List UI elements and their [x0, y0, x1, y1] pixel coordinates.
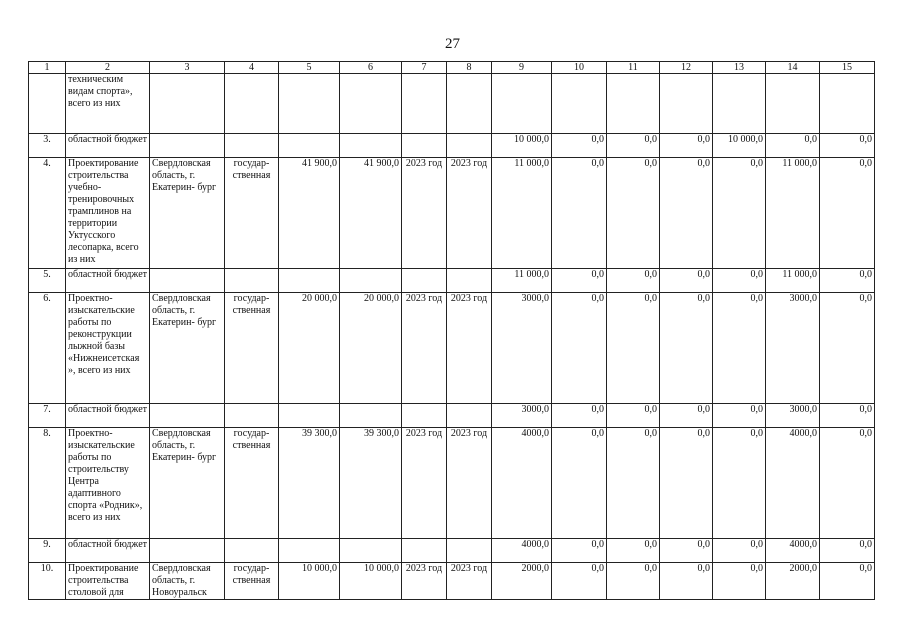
object-name-cell: областной бюджет [66, 404, 150, 428]
total-funding-cell: 11 000,0 [492, 158, 552, 269]
funding-col-10-cell: 0,0 [552, 404, 607, 428]
funding-col-10-cell: 0,0 [552, 158, 607, 269]
funding-col-14-cell: 0,0 [766, 134, 820, 158]
end-year-cell [447, 74, 492, 134]
funding-col-11-cell: 0,0 [607, 563, 660, 600]
end-year-cell [447, 134, 492, 158]
location-cell [150, 134, 225, 158]
funding-col-15-cell: 0,0 [820, 293, 875, 404]
column-number: 11 [607, 62, 660, 74]
funding-col-15-cell: 0,0 [820, 269, 875, 293]
column-number: 8 [447, 62, 492, 74]
total-funding-cell: 2000,0 [492, 563, 552, 600]
table-row [29, 563, 875, 600]
start-year-cell [402, 404, 447, 428]
row-number-cell: 5. [29, 269, 66, 293]
location-cell [150, 404, 225, 428]
start-year-cell: 2023 год [402, 428, 447, 539]
column-number: 7 [402, 62, 447, 74]
funding-col-14-cell: 4000,0 [766, 539, 820, 563]
ownership-cell [225, 539, 279, 563]
column-number: 6 [340, 62, 402, 74]
estimated-cost-cell: 10 000,0 [279, 563, 340, 600]
estimated-cost-cell [279, 74, 340, 134]
funding-col-15-cell: 0,0 [820, 158, 875, 269]
ownership-cell [225, 134, 279, 158]
end-year-cell: 2023 год [447, 293, 492, 404]
funding-col-11-cell: 0,0 [607, 134, 660, 158]
object-name-cell: Проектирование строительства учебно- тренировочных трамплинов на территории Уктусского лесопарка, всего из них [66, 158, 150, 269]
table-row [29, 539, 875, 563]
estimated-cost-cell: 39 300,0 [279, 428, 340, 539]
funding-col-14-cell: 2000,0 [766, 563, 820, 600]
table-row [29, 404, 875, 428]
ownership-cell: государ- ственная [225, 428, 279, 539]
object-name-cell: Проектно- изыскательские работы по реконструкции лыжной базы «Нижнеисетская », всего из них [66, 293, 150, 404]
total-funding-cell: 10 000,0 [492, 134, 552, 158]
ownership-cell: государ- ственная [225, 563, 279, 600]
funding-col-12-cell: 0,0 [660, 134, 713, 158]
funding-col-11-cell: 0,0 [607, 428, 660, 539]
funding-col-12-cell: 0,0 [660, 158, 713, 269]
funding-col-10-cell: 0,0 [552, 539, 607, 563]
page-number: 27 [445, 36, 460, 52]
start-year-cell [402, 539, 447, 563]
row-number-cell [29, 74, 66, 134]
remaining-cost-cell [340, 269, 402, 293]
column-number: 13 [713, 62, 766, 74]
remaining-cost-cell: 20 000,0 [340, 293, 402, 404]
ownership-cell [225, 74, 279, 134]
end-year-cell [447, 404, 492, 428]
funding-col-10-cell: 0,0 [552, 269, 607, 293]
estimated-cost-cell [279, 404, 340, 428]
row-number-cell: 7. [29, 404, 66, 428]
total-funding-cell: 3000,0 [492, 293, 552, 404]
funding-col-12-cell: 0,0 [660, 404, 713, 428]
funding-col-12-cell: 0,0 [660, 428, 713, 539]
estimated-cost-cell [279, 269, 340, 293]
end-year-cell [447, 539, 492, 563]
funding-col-13-cell: 0,0 [713, 428, 766, 539]
object-name-cell: Проектно- изыскательские работы по строительству Центра адаптивного спорта «Родник», всего из них [66, 428, 150, 539]
remaining-cost-cell [340, 539, 402, 563]
start-year-cell [402, 74, 447, 134]
funding-col-15-cell: 0,0 [820, 539, 875, 563]
funding-col-13-cell: 0,0 [713, 539, 766, 563]
start-year-cell [402, 134, 447, 158]
row-number-cell: 10. [29, 563, 66, 600]
column-number: 2 [66, 62, 150, 74]
estimated-cost-cell [279, 539, 340, 563]
location-cell [150, 269, 225, 293]
remaining-cost-cell: 10 000,0 [340, 563, 402, 600]
end-year-cell [447, 269, 492, 293]
funding-col-10-cell: 0,0 [552, 134, 607, 158]
row-number-cell: 4. [29, 158, 66, 269]
row-number-cell: 3. [29, 134, 66, 158]
funding-col-13-cell: 10 000,0 [713, 134, 766, 158]
row-number-cell: 9. [29, 539, 66, 563]
table-row [29, 428, 875, 539]
end-year-cell: 2023 год [447, 563, 492, 600]
table-row [29, 74, 875, 134]
funding-col-15-cell [820, 74, 875, 134]
end-year-cell: 2023 год [447, 428, 492, 539]
funding-col-14-cell: 3000,0 [766, 404, 820, 428]
remaining-cost-cell [340, 404, 402, 428]
row-number-cell: 6. [29, 293, 66, 404]
start-year-cell [402, 269, 447, 293]
funding-col-12-cell: 0,0 [660, 539, 713, 563]
funding-col-14-cell [766, 74, 820, 134]
remaining-cost-cell: 39 300,0 [340, 428, 402, 539]
estimated-cost-cell [279, 134, 340, 158]
funding-col-15-cell: 0,0 [820, 134, 875, 158]
row-number-cell: 8. [29, 428, 66, 539]
table-row [29, 293, 875, 404]
location-cell [150, 539, 225, 563]
column-number: 4 [225, 62, 279, 74]
start-year-cell: 2023 год [402, 563, 447, 600]
funding-col-15-cell: 0,0 [820, 428, 875, 539]
column-number: 5 [279, 62, 340, 74]
funding-col-11-cell [607, 74, 660, 134]
location-cell [150, 74, 225, 134]
column-number: 10 [552, 62, 607, 74]
funding-col-12-cell [660, 74, 713, 134]
object-name-cell: областной бюджет [66, 539, 150, 563]
start-year-cell: 2023 год [402, 293, 447, 404]
ownership-cell: государ- ственная [225, 293, 279, 404]
funding-col-13-cell [713, 74, 766, 134]
total-funding-cell: 11 000,0 [492, 269, 552, 293]
funding-col-10-cell [552, 74, 607, 134]
funding-col-10-cell: 0,0 [552, 428, 607, 539]
funding-col-13-cell: 0,0 [713, 293, 766, 404]
object-name-cell: областной бюджет [66, 134, 150, 158]
remaining-cost-cell [340, 74, 402, 134]
column-number-row [29, 62, 875, 74]
ownership-cell [225, 269, 279, 293]
total-funding-cell: 4000,0 [492, 428, 552, 539]
funding-col-13-cell: 0,0 [713, 404, 766, 428]
location-cell: Свердловская область, г. Екатерин- бург [150, 293, 225, 404]
remaining-cost-cell [340, 134, 402, 158]
estimated-cost-cell: 41 900,0 [279, 158, 340, 269]
table-row [29, 158, 875, 269]
object-name-cell: Проектирование строительства столовой для [66, 563, 150, 600]
funding-col-15-cell: 0,0 [820, 404, 875, 428]
funding-col-10-cell: 0,0 [552, 563, 607, 600]
object-name-cell: областной бюджет [66, 269, 150, 293]
column-number: 12 [660, 62, 713, 74]
column-number: 9 [492, 62, 552, 74]
funding-col-12-cell: 0,0 [660, 293, 713, 404]
funding-col-10-cell: 0,0 [552, 293, 607, 404]
budget-table [28, 61, 875, 600]
start-year-cell: 2023 год [402, 158, 447, 269]
object-name-cell: техническим видам спорта», всего из них [66, 74, 150, 134]
ownership-cell [225, 404, 279, 428]
column-number: 15 [820, 62, 875, 74]
location-cell: Свердловская область, г. Екатерин- бург [150, 428, 225, 539]
end-year-cell: 2023 год [447, 158, 492, 269]
funding-col-14-cell: 4000,0 [766, 428, 820, 539]
column-number: 3 [150, 62, 225, 74]
funding-col-13-cell: 0,0 [713, 158, 766, 269]
table-row [29, 134, 875, 158]
total-funding-cell [492, 74, 552, 134]
funding-col-14-cell: 3000,0 [766, 293, 820, 404]
remaining-cost-cell: 41 900,0 [340, 158, 402, 269]
funding-col-13-cell: 0,0 [713, 269, 766, 293]
ownership-cell: государ- ственная [225, 158, 279, 269]
location-cell: Свердловская область, г. Екатерин- бург [150, 158, 225, 269]
location-cell: Свердловская область, г. Новоуральск [150, 563, 225, 600]
funding-col-11-cell: 0,0 [607, 539, 660, 563]
total-funding-cell: 4000,0 [492, 539, 552, 563]
funding-col-11-cell: 0,0 [607, 404, 660, 428]
funding-col-11-cell: 0,0 [607, 158, 660, 269]
funding-col-12-cell: 0,0 [660, 563, 713, 600]
funding-col-13-cell: 0,0 [713, 563, 766, 600]
funding-col-12-cell: 0,0 [660, 269, 713, 293]
funding-col-11-cell: 0,0 [607, 293, 660, 404]
total-funding-cell: 3000,0 [492, 404, 552, 428]
funding-col-11-cell: 0,0 [607, 269, 660, 293]
estimated-cost-cell: 20 000,0 [279, 293, 340, 404]
column-number: 1 [29, 62, 66, 74]
funding-col-14-cell: 11 000,0 [766, 269, 820, 293]
funding-col-14-cell: 11 000,0 [766, 158, 820, 269]
table-row [29, 269, 875, 293]
funding-col-15-cell: 0,0 [820, 563, 875, 600]
column-number: 14 [766, 62, 820, 74]
